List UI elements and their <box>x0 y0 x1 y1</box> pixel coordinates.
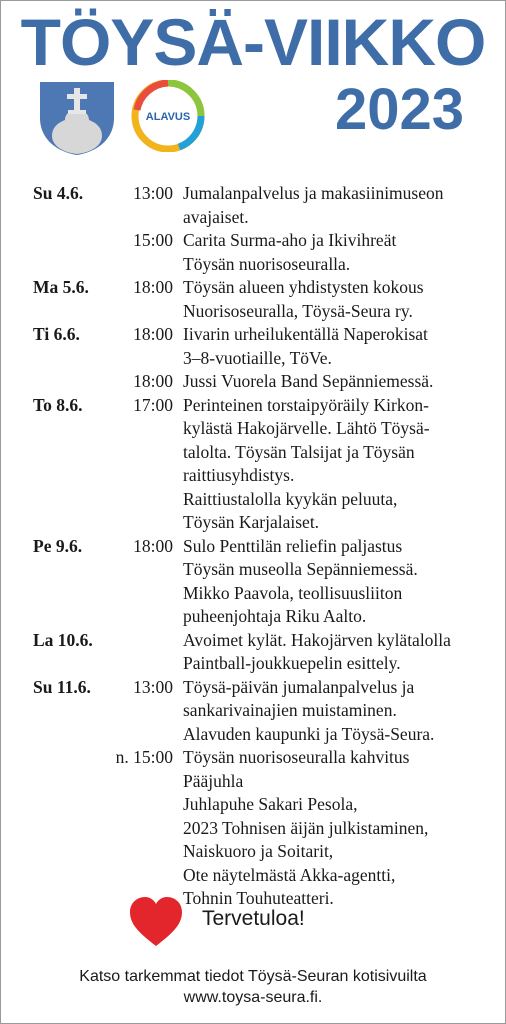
event-description-line: puheenjohtaja Riku Aalto. <box>183 606 367 626</box>
event-description <box>183 394 493 535</box>
event-row <box>33 276 493 323</box>
event-description-line: avajaiset. <box>183 206 249 227</box>
event-day: Su 4.6. <box>33 183 84 203</box>
event-description-line: kylästä Hakojärvelle. Lähtö Töysä- <box>183 418 430 438</box>
event-description-line: Tohnin Touhuteatteri. <box>183 888 334 908</box>
event-description-line: Nuorisoseuralla, Töysä-Seura ry. <box>183 300 413 321</box>
event-description <box>183 323 493 370</box>
welcome-text: Tervetuloa! <box>202 907 305 930</box>
event-day: To 8.6. <box>33 394 83 415</box>
event-description-line: Töysän Karjalaiset. <box>183 512 320 532</box>
event-description-line: Paintball-joukkuepelin esittely. <box>183 653 401 673</box>
event-time <box>111 629 173 676</box>
event-description-line: Perinteinen torstaipyöräily Kirkon- <box>183 394 429 415</box>
event-description-line: Töysän alueen yhdistysten kokous <box>183 277 424 297</box>
poster-year: 2023 <box>335 77 465 142</box>
event-description-line: Töysä-päivän jumalanpalvelus ja <box>183 676 415 697</box>
event-description-line: Carita Surma-aho ja Ikivihreät <box>183 230 397 250</box>
event-day <box>33 746 111 911</box>
event-description <box>183 535 493 629</box>
footer <box>0 966 506 1008</box>
event-description <box>183 629 493 676</box>
poster-title: TÖYSÄ-VIIKKO <box>20 5 486 79</box>
event-description-line: Raittiustalolla kyykän peluuta, <box>183 488 398 509</box>
heart-icon <box>128 896 184 948</box>
event-day: Pe 9.6. <box>33 535 83 556</box>
event-description-line: Jussi Vuorela Band Sepänniemessä. <box>183 371 434 391</box>
event-day: Su 11.6. <box>33 676 91 697</box>
event-description-line: Ote näytelmästä Akka-agentti, <box>183 864 396 885</box>
event-day: La 10.6. <box>33 629 93 650</box>
event-time: 18:00 <box>133 277 173 297</box>
event-description-line: Iivarin urheilukentällä Naperokisat <box>183 324 428 344</box>
event-row <box>33 535 493 629</box>
alavus-logo-text: ALAVUS <box>145 111 191 123</box>
event-row <box>33 676 493 747</box>
event-description <box>183 370 493 394</box>
event-description-line: Jumalanpalvelus ja makasiinimuseon <box>183 183 444 203</box>
event-time: n. 15:00 <box>115 747 173 767</box>
event-schedule <box>33 182 493 911</box>
event-row <box>33 182 493 229</box>
event-row <box>33 323 493 370</box>
event-description-line: Alavuden kaupunki ja Töysä-Seura. <box>183 723 435 744</box>
event-description <box>183 229 493 276</box>
event-description <box>183 676 493 747</box>
event-description <box>183 276 493 323</box>
event-row <box>33 394 493 535</box>
event-description-line: raittiusyhdistys. <box>183 465 295 485</box>
event-description-line: sankarivainajien muistaminen. <box>183 700 397 720</box>
event-description-line: Sulo Penttilän reliefin paljastus <box>183 535 403 556</box>
event-description <box>183 746 493 911</box>
event-time: 18:00 <box>133 371 173 391</box>
event-row <box>33 629 493 676</box>
event-description-line: talolta. Töysän Talsijat ja Töysän <box>183 441 415 462</box>
event-description-line: Töysän museolla Sepänniemessä. <box>183 559 418 579</box>
event-description-line: Mikko Paavola, teollisuusliiton <box>183 582 403 603</box>
event-description-line: Pääjuhla <box>183 770 244 791</box>
event-day: Ma 5.6. <box>33 277 89 297</box>
event-day: Ti 6.6. <box>33 324 80 344</box>
event-time: 18:00 <box>133 535 173 556</box>
event-description-line: 2023 Tohnisen äijän julkistaminen, <box>183 817 429 838</box>
event-time: 15:00 <box>133 230 173 250</box>
event-description-line: Avoimet kylät. Hakojärven kylätalolla <box>183 629 451 650</box>
event-time: 18:00 <box>133 324 173 344</box>
event-day <box>33 229 111 276</box>
event-row <box>33 229 493 276</box>
event-description-line: 3–8-vuotiaille, TöVe. <box>183 347 332 368</box>
event-time: 13:00 <box>133 676 173 697</box>
alavus-logo <box>129 80 207 152</box>
event-day <box>33 370 111 394</box>
toysa-coat-of-arms-icon <box>38 80 116 156</box>
event-description-line: Töysän nuorisoseuralla. <box>183 253 351 274</box>
footer-website-link[interactable]: www.toysa-seura.fi. <box>183 989 323 1006</box>
event-row <box>33 370 493 394</box>
event-description <box>183 182 493 229</box>
event-description-line: Naiskuoro ja Soitarit, <box>183 841 334 861</box>
event-description-line: Juhlapuhe Sakari Pesola, <box>183 794 358 814</box>
event-description-line: Töysän nuorisoseuralla kahvitus <box>183 747 410 767</box>
event-row <box>33 746 493 911</box>
footer-line-info: Katso tarkemmat tiedot Töysä-Seuran kotisivuilta <box>79 968 427 985</box>
event-time: 13:00 <box>133 183 173 203</box>
event-time: 17:00 <box>133 394 173 415</box>
